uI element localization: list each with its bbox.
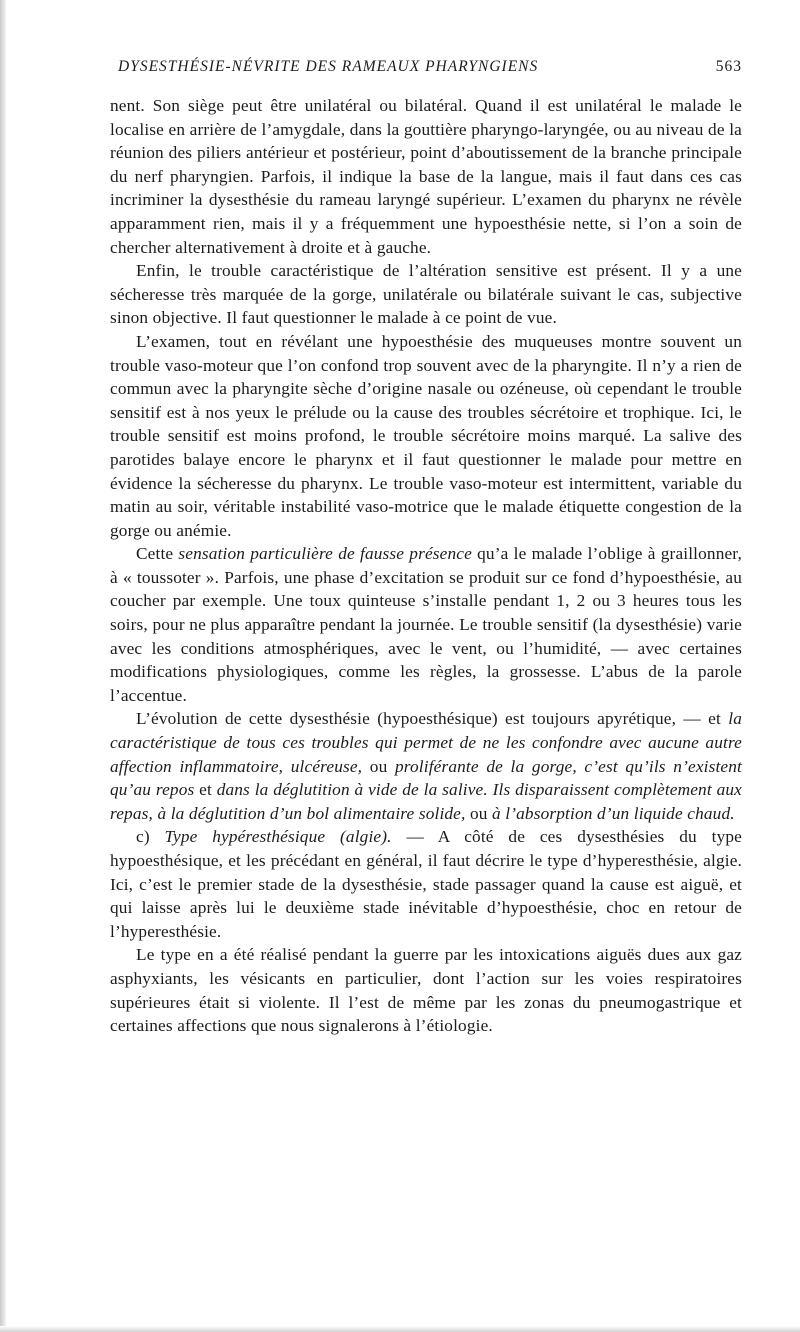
paragraph-1: nent. Son siège peut être unilatéral ou bilatéral. Quand il est unilatéral le malade le localise en arrière de l’amygdale, dans la gouttière pharyngo-laryngée, ou au niveau de la réunion des piliers antérieur et postérieur, point d’aboutissement de la branche principale du nerf pharyngien. Parfois, il indique la base de la langue, mais il faut dans ces cas incriminer la dysesthésie du rameau laryngé supérieur. L’examen du pharynx ne révèle apparamment rien, mais il y a fréquemment une hypoesthésie nette, si l’on a soin de chercher alternativement à droite et à gauche. — [110, 96, 742, 257]
paragraph-6 — [110, 825, 742, 943]
paragraph-7: Le type en a été réalisé pendant la guerre par les intoxications aiguës dues aux gaz asphyxiants, les vésicants en particulier, dont l’action sur les voies respiratoires supérieures était si violente. Il l’est de même par les zonas du pneumogastrique et certaines affections que nous signalerons à l’étiologie. — [110, 945, 742, 1036]
body-text — [110, 94, 742, 1038]
running-title: DYSESTHÉSIE-NÉVRITE DES RAMEAUX PHARYNGIENS — [118, 58, 539, 75]
paragraph-5 — [110, 707, 742, 825]
paragraph-5-text-a: L’évolution de cette dysesthésie (hypoesthésique) est toujours apyrétique, — et — [136, 709, 729, 729]
paragraph-4-text-a: Cette — [136, 544, 179, 564]
paragraph-4 — [110, 542, 742, 707]
paragraph-6-text-a: c) — [136, 827, 165, 847]
paragraph-5-emphasis-2: proliférante de la gorge, c’est qu’ils n’existent qu’au repos — [110, 756, 742, 800]
paragraph-6-subheading: Type hypéresthésique (algie). — [164, 827, 392, 847]
paragraph-4-text-b: qu’a le malade l’oblige à graillonner, à « toussoter ». Parfois, une phase d’excitation se produit sur ce fond d’hypoesthésie, au coucher par exemple. Une toux quinteuse s’installe pendant 1, 2 ou 3 heures tous les soirs, pour ne plus apparaître pendant la journée. Le trouble sensitif (la dysesthésie) varie avec les conditions atmosphériques, avec le vent, ou l’humidité, — avec certaines modifications physiologiques, comme les règles, la grossesse. L’abus de la parole l’accentue. — [110, 544, 742, 705]
paragraph-5-emphasis-4: à l’absorption d’un liquide chaud. — [492, 803, 735, 823]
running-header — [110, 58, 742, 94]
paragraph-6-text-b: — A côté de ces dysesthésies du type hypoesthésique, et les précédant en général, il faut décrire le type d’hyperesthésie, algie. Ici, c’est le premier stade de la dysesthésie, stade passager quand la cause est aiguë, et qui laisse après lui le deuxième stade inévitable d’hypoesthésie, choc en retour de l’hyperesthésie. — [110, 827, 742, 941]
page-number: 563 — [715, 58, 742, 75]
paragraph-5-text-b: ou — [362, 756, 395, 776]
page-edge-shadow — [0, 0, 6, 1332]
paragraph-5-emphasis-1: la caractéristique de tous ces troubles qui permet de ne les confondre avec aucune autre affection inflammatoire, ulcéreuse, — [110, 709, 742, 776]
paragraph-2: Enfin, le trouble caractéristique de l’altération sensitive est présent. Il y a une sécheresse très marquée de la gorge, unilatérale ou bilatérale suivant le cas, subjective sinon objective. Il faut questionner le malade à ce point de vue. — [110, 261, 742, 328]
paragraph-5-text-d: ou — [465, 803, 493, 823]
paragraph-4-emphasis: sensation particulière de fausse présence — [178, 544, 472, 564]
paragraph-5-emphasis-3: dans la déglutition à vide de la salive. Ils disparaissent complètement aux repas, à la déglutition d’un bol alimentaire solide, — [110, 780, 742, 823]
paragraph-5-text-c: et — [194, 780, 217, 800]
paragraph-3: L’examen, tout en révélant une hypoesthésie des muqueuses montre souvent un trouble vaso-moteur que l’on confond trop souvent avec de la pharyngite. Il n’y a rien de commun avec la pharyngite sèche d’origine nasale ou ozéneuse, où cependant le trouble sensitif est à nos yeux le prélude ou la cause des troubles sécrétoire et trophique. Ici, le trouble sensitif est moins profond, le trouble sécrétoire moins marqué. La salive des parotides balaye encore le pharynx et il faut questionner le malade pour mettre en évidence la sécheresse du pharynx. Le trouble vaso-moteur est intermittent, variable du matin au soir, véritable instabilité vaso-motrice que le malade étiquette congestion de la gorge ou anémie. — [110, 331, 742, 540]
page-bottom-shadow — [0, 1326, 800, 1332]
